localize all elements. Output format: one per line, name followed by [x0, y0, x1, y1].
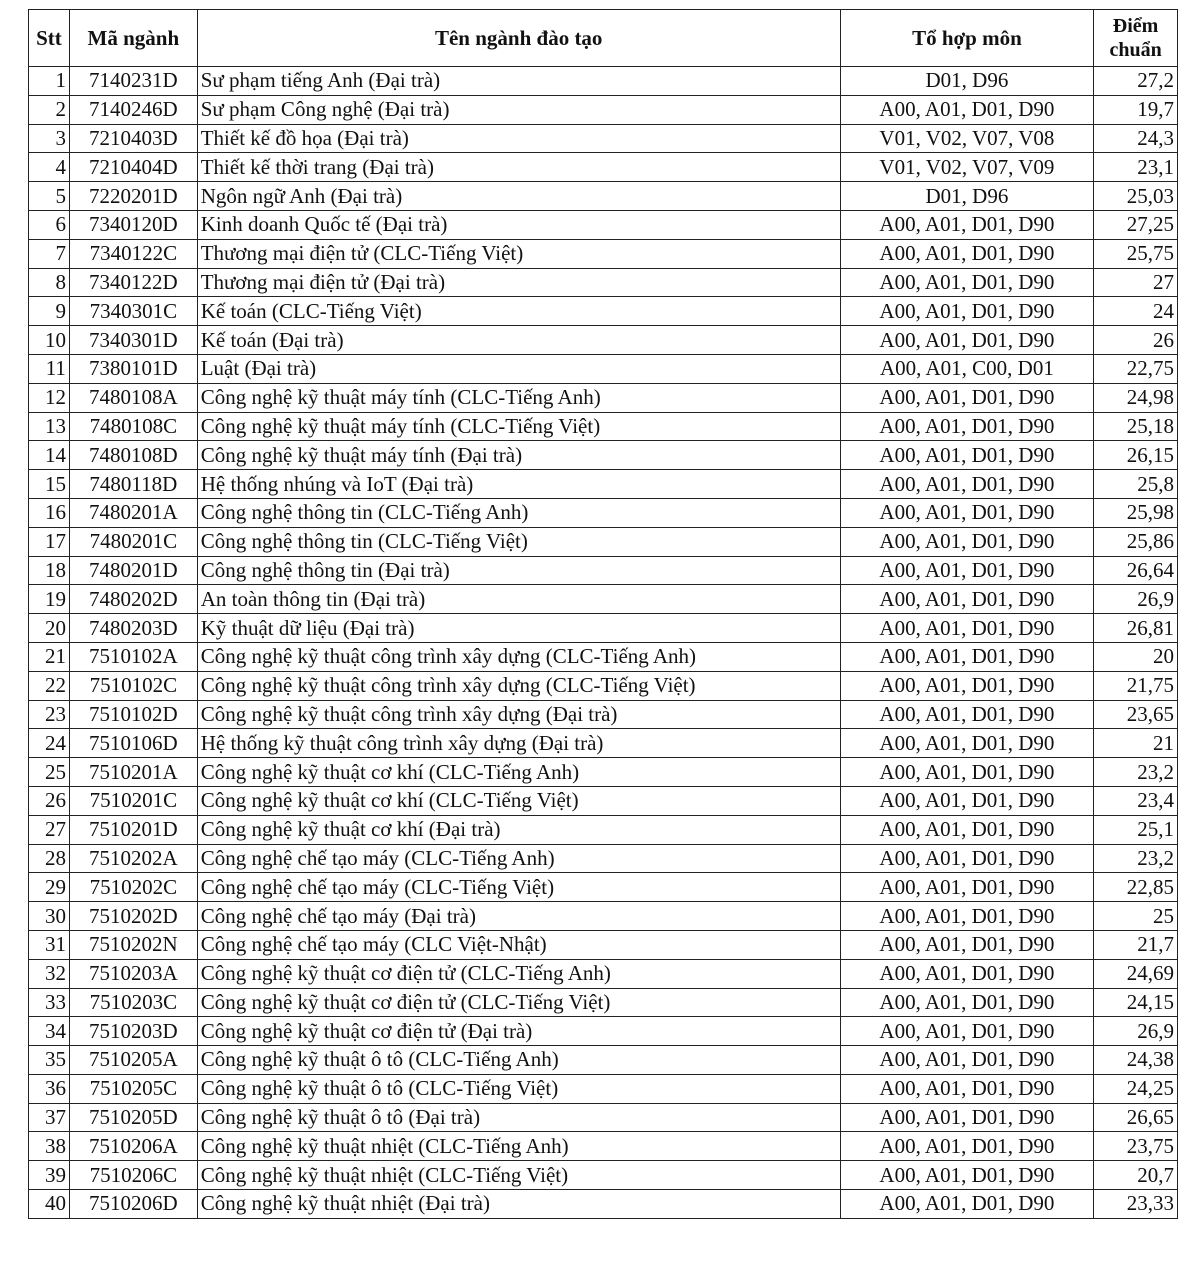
row-ma-nganh: 7510205C — [69, 1074, 197, 1103]
row-ma-nganh: 7210403D — [69, 124, 197, 153]
table-row — [29, 268, 1178, 297]
row-stt: 10 — [29, 326, 70, 355]
row-stt: 33 — [29, 988, 70, 1017]
table-row — [29, 1161, 1178, 1190]
row-to-hop-mon: A00, A01, D01, D90 — [840, 671, 1093, 700]
header-diem-chuan-line1: Điểm — [1112, 15, 1159, 37]
row-to-hop-mon: A00, A01, D01, D90 — [840, 268, 1093, 297]
table-row — [29, 902, 1178, 931]
row-ma-nganh: 7480108A — [69, 383, 197, 412]
row-to-hop-mon: A00, A01, D01, D90 — [840, 441, 1093, 470]
row-to-hop-mon: A00, A01, D01, D90 — [840, 1190, 1093, 1219]
row-ma-nganh: 7510205D — [69, 1103, 197, 1132]
row-to-hop-mon: A00, A01, D01, D90 — [840, 297, 1093, 326]
row-ten-nganh: Công nghệ chế tạo máy (CLC-Tiếng Anh) — [197, 844, 840, 873]
row-diem-chuan: 26,15 — [1094, 441, 1178, 470]
row-stt: 29 — [29, 873, 70, 902]
row-stt: 6 — [29, 210, 70, 239]
table-row — [29, 95, 1178, 124]
row-stt: 31 — [29, 930, 70, 959]
row-diem-chuan: 19,7 — [1094, 95, 1178, 124]
row-diem-chuan: 25 — [1094, 902, 1178, 931]
table-row — [29, 786, 1178, 815]
row-ten-nganh: Công nghệ kỹ thuật nhiệt (CLC-Tiếng Anh) — [197, 1132, 840, 1161]
row-stt: 12 — [29, 383, 70, 412]
row-diem-chuan: 25,03 — [1094, 182, 1178, 211]
row-stt: 22 — [29, 671, 70, 700]
row-ten-nganh: Công nghệ kỹ thuật công trình xây dựng (CLC-Tiếng Anh) — [197, 642, 840, 671]
row-ten-nganh: Ngôn ngữ Anh (Đại trà) — [197, 182, 840, 211]
row-diem-chuan: 23,1 — [1094, 153, 1178, 182]
row-to-hop-mon: A00, A01, D01, D90 — [840, 498, 1093, 527]
table-row — [29, 527, 1178, 556]
row-ma-nganh: 7510202A — [69, 844, 197, 873]
row-to-hop-mon: A00, A01, D01, D90 — [840, 902, 1093, 931]
row-stt: 30 — [29, 902, 70, 931]
row-to-hop-mon: A00, A01, D01, D90 — [840, 239, 1093, 268]
admission-score-table — [28, 9, 1178, 1219]
row-diem-chuan: 26,81 — [1094, 614, 1178, 643]
row-ma-nganh: 7510202C — [69, 873, 197, 902]
row-ma-nganh: 7340301D — [69, 326, 197, 355]
row-ten-nganh: Thiết kế đồ họa (Đại trà) — [197, 124, 840, 153]
row-stt: 2 — [29, 95, 70, 124]
row-diem-chuan: 24,98 — [1094, 383, 1178, 412]
row-stt: 25 — [29, 758, 70, 787]
header-diem-chuan-line2: chuẩn — [1109, 39, 1162, 61]
row-ten-nganh: Công nghệ kỹ thuật ô tô (Đại trà) — [197, 1103, 840, 1132]
row-stt: 38 — [29, 1132, 70, 1161]
row-ma-nganh: 7510202N — [69, 930, 197, 959]
row-stt: 14 — [29, 441, 70, 470]
row-ten-nganh: Công nghệ kỹ thuật máy tính (Đại trà) — [197, 441, 840, 470]
row-ten-nganh: Công nghệ kỹ thuật công trình xây dựng (CLC-Tiếng Việt) — [197, 671, 840, 700]
row-stt: 24 — [29, 729, 70, 758]
table-row — [29, 67, 1178, 96]
row-ten-nganh: Công nghệ kỹ thuật cơ khí (CLC-Tiếng Anh) — [197, 758, 840, 787]
row-ma-nganh: 7220201D — [69, 182, 197, 211]
row-ten-nganh: Công nghệ kỹ thuật nhiệt (CLC-Tiếng Việt) — [197, 1161, 840, 1190]
row-stt: 32 — [29, 959, 70, 988]
row-ten-nganh: Thương mại điện tử (CLC-Tiếng Việt) — [197, 239, 840, 268]
row-to-hop-mon: A00, A01, D01, D90 — [840, 585, 1093, 614]
row-ma-nganh: 7480201D — [69, 556, 197, 585]
row-ma-nganh: 7510102A — [69, 642, 197, 671]
row-diem-chuan: 24 — [1094, 297, 1178, 326]
table-row — [29, 297, 1178, 326]
table-row — [29, 1103, 1178, 1132]
row-to-hop-mon: A00, A01, D01, D90 — [840, 700, 1093, 729]
row-stt: 9 — [29, 297, 70, 326]
row-ma-nganh: 7480201C — [69, 527, 197, 556]
row-diem-chuan: 27,2 — [1094, 67, 1178, 96]
row-ten-nganh: Hệ thống kỹ thuật công trình xây dựng (Đại trà) — [197, 729, 840, 758]
table-row — [29, 815, 1178, 844]
row-to-hop-mon: A00, A01, D01, D90 — [840, 95, 1093, 124]
row-ten-nganh: Công nghệ kỹ thuật ô tô (CLC-Tiếng Việt) — [197, 1074, 840, 1103]
row-stt: 39 — [29, 1161, 70, 1190]
row-diem-chuan: 25,75 — [1094, 239, 1178, 268]
table-row — [29, 441, 1178, 470]
row-diem-chuan: 23,33 — [1094, 1190, 1178, 1219]
row-ma-nganh: 7480108D — [69, 441, 197, 470]
row-ma-nganh: 7480203D — [69, 614, 197, 643]
row-diem-chuan: 25,98 — [1094, 498, 1178, 527]
table-row — [29, 1017, 1178, 1046]
table-row — [29, 1190, 1178, 1219]
row-stt: 20 — [29, 614, 70, 643]
row-diem-chuan: 25,8 — [1094, 470, 1178, 499]
row-ten-nganh: Hệ thống nhúng và IoT (Đại trà) — [197, 470, 840, 499]
row-diem-chuan: 23,2 — [1094, 844, 1178, 873]
row-ma-nganh: 7480202D — [69, 585, 197, 614]
row-to-hop-mon: A00, A01, D01, D90 — [840, 1074, 1093, 1103]
row-stt: 37 — [29, 1103, 70, 1132]
row-to-hop-mon: A00, A01, D01, D90 — [840, 527, 1093, 556]
row-ma-nganh: 7510203D — [69, 1017, 197, 1046]
row-to-hop-mon: A00, A01, D01, D90 — [840, 786, 1093, 815]
row-diem-chuan: 26,65 — [1094, 1103, 1178, 1132]
row-to-hop-mon: A00, A01, D01, D90 — [840, 959, 1093, 988]
row-to-hop-mon: A00, A01, D01, D90 — [840, 758, 1093, 787]
row-ten-nganh: Kỹ thuật dữ liệu (Đại trà) — [197, 614, 840, 643]
row-ma-nganh: 7510201C — [69, 786, 197, 815]
row-diem-chuan: 26,9 — [1094, 1017, 1178, 1046]
table-row — [29, 383, 1178, 412]
table-row — [29, 1046, 1178, 1075]
row-diem-chuan: 23,65 — [1094, 700, 1178, 729]
row-stt: 1 — [29, 67, 70, 96]
row-ten-nganh: Thương mại điện tử (Đại trà) — [197, 268, 840, 297]
table-row — [29, 700, 1178, 729]
row-ten-nganh: Công nghệ chế tạo máy (Đại trà) — [197, 902, 840, 931]
row-ten-nganh: Công nghệ kỹ thuật cơ điện tử (Đại trà) — [197, 1017, 840, 1046]
row-to-hop-mon: A00, A01, D01, D90 — [840, 930, 1093, 959]
row-stt: 34 — [29, 1017, 70, 1046]
row-ma-nganh: 7140246D — [69, 95, 197, 124]
row-to-hop-mon: A00, A01, C00, D01 — [840, 354, 1093, 383]
row-stt: 8 — [29, 268, 70, 297]
table-row — [29, 988, 1178, 1017]
row-diem-chuan: 24,38 — [1094, 1046, 1178, 1075]
row-to-hop-mon: A00, A01, D01, D90 — [840, 1046, 1093, 1075]
table-row — [29, 758, 1178, 787]
row-diem-chuan: 21,7 — [1094, 930, 1178, 959]
table-row — [29, 326, 1178, 355]
table-row — [29, 844, 1178, 873]
row-diem-chuan: 27 — [1094, 268, 1178, 297]
row-ten-nganh: Công nghệ chế tạo máy (CLC Việt-Nhật) — [197, 930, 840, 959]
row-diem-chuan: 20,7 — [1094, 1161, 1178, 1190]
row-ma-nganh: 7480108C — [69, 412, 197, 441]
row-ten-nganh: Công nghệ kỹ thuật công trình xây dựng (Đại trà) — [197, 700, 840, 729]
row-ma-nganh: 7340122D — [69, 268, 197, 297]
row-diem-chuan: 25,18 — [1094, 412, 1178, 441]
row-diem-chuan: 22,75 — [1094, 354, 1178, 383]
row-stt: 15 — [29, 470, 70, 499]
row-to-hop-mon: A00, A01, D01, D90 — [840, 729, 1093, 758]
table-row — [29, 1132, 1178, 1161]
row-diem-chuan: 21,75 — [1094, 671, 1178, 700]
row-diem-chuan: 23,75 — [1094, 1132, 1178, 1161]
row-stt: 18 — [29, 556, 70, 585]
row-ten-nganh: Sư phạm tiếng Anh (Đại trà) — [197, 67, 840, 96]
row-diem-chuan: 22,85 — [1094, 873, 1178, 902]
row-diem-chuan: 24,3 — [1094, 124, 1178, 153]
table-row — [29, 412, 1178, 441]
row-ma-nganh: 7510202D — [69, 902, 197, 931]
table-row — [29, 354, 1178, 383]
row-to-hop-mon: A00, A01, D01, D90 — [840, 470, 1093, 499]
row-ma-nganh: 7510201A — [69, 758, 197, 787]
header-to-hop-mon: Tổ hợp môn — [840, 10, 1093, 67]
table-row — [29, 239, 1178, 268]
row-ten-nganh: Công nghệ kỹ thuật máy tính (CLC-Tiếng Việt) — [197, 412, 840, 441]
row-ten-nganh: Công nghệ kỹ thuật cơ điện tử (CLC-Tiếng Anh) — [197, 959, 840, 988]
table-row — [29, 498, 1178, 527]
table-row — [29, 930, 1178, 959]
row-ma-nganh: 7480118D — [69, 470, 197, 499]
row-to-hop-mon: V01, V02, V07, V08 — [840, 124, 1093, 153]
row-ten-nganh: Thiết kế thời trang (Đại trà) — [197, 153, 840, 182]
row-ma-nganh: 7510102C — [69, 671, 197, 700]
row-ten-nganh: An toàn thông tin (Đại trà) — [197, 585, 840, 614]
row-diem-chuan: 26,64 — [1094, 556, 1178, 585]
row-ma-nganh: 7210404D — [69, 153, 197, 182]
row-diem-chuan: 26,9 — [1094, 585, 1178, 614]
table-row — [29, 671, 1178, 700]
table-row — [29, 1074, 1178, 1103]
row-stt: 35 — [29, 1046, 70, 1075]
row-to-hop-mon: V01, V02, V07, V09 — [840, 153, 1093, 182]
row-ten-nganh: Công nghệ chế tạo máy (CLC-Tiếng Việt) — [197, 873, 840, 902]
table-row — [29, 153, 1178, 182]
row-stt: 5 — [29, 182, 70, 211]
row-stt: 16 — [29, 498, 70, 527]
row-to-hop-mon: D01, D96 — [840, 182, 1093, 211]
header-stt: Stt — [29, 10, 70, 67]
row-ma-nganh: 7510201D — [69, 815, 197, 844]
row-ten-nganh: Công nghệ kỹ thuật cơ điện tử (CLC-Tiếng Việt) — [197, 988, 840, 1017]
table-row — [29, 585, 1178, 614]
row-stt: 26 — [29, 786, 70, 815]
row-diem-chuan: 25,1 — [1094, 815, 1178, 844]
row-diem-chuan: 26 — [1094, 326, 1178, 355]
table-row — [29, 210, 1178, 239]
table-row — [29, 873, 1178, 902]
row-ten-nganh: Kinh doanh Quốc tế (Đại trà) — [197, 210, 840, 239]
row-stt: 11 — [29, 354, 70, 383]
row-to-hop-mon: A00, A01, D01, D90 — [840, 614, 1093, 643]
row-to-hop-mon: A00, A01, D01, D90 — [840, 210, 1093, 239]
row-ten-nganh: Công nghệ kỹ thuật nhiệt (Đại trà) — [197, 1190, 840, 1219]
row-to-hop-mon: A00, A01, D01, D90 — [840, 383, 1093, 412]
row-diem-chuan: 23,4 — [1094, 786, 1178, 815]
row-stt: 17 — [29, 527, 70, 556]
row-to-hop-mon: A00, A01, D01, D90 — [840, 1017, 1093, 1046]
header-diem-chuan — [1094, 10, 1178, 67]
row-diem-chuan: 24,69 — [1094, 959, 1178, 988]
row-stt: 3 — [29, 124, 70, 153]
row-stt: 13 — [29, 412, 70, 441]
row-to-hop-mon: A00, A01, D01, D90 — [840, 1132, 1093, 1161]
row-ma-nganh: 7340301C — [69, 297, 197, 326]
table-row — [29, 614, 1178, 643]
row-diem-chuan: 24,25 — [1094, 1074, 1178, 1103]
row-to-hop-mon: A00, A01, D01, D90 — [840, 412, 1093, 441]
row-ten-nganh: Luật (Đại trà) — [197, 354, 840, 383]
row-ma-nganh: 7510102D — [69, 700, 197, 729]
row-stt: 4 — [29, 153, 70, 182]
row-ma-nganh: 7510206D — [69, 1190, 197, 1219]
row-ten-nganh: Sư phạm Công nghệ (Đại trà) — [197, 95, 840, 124]
row-ma-nganh: 7140231D — [69, 67, 197, 96]
row-stt: 28 — [29, 844, 70, 873]
table-row — [29, 182, 1178, 211]
row-stt: 36 — [29, 1074, 70, 1103]
row-diem-chuan: 20 — [1094, 642, 1178, 671]
row-ten-nganh: Công nghệ kỹ thuật ô tô (CLC-Tiếng Anh) — [197, 1046, 840, 1075]
row-diem-chuan: 27,25 — [1094, 210, 1178, 239]
row-stt: 21 — [29, 642, 70, 671]
row-ten-nganh: Công nghệ kỹ thuật cơ khí (CLC-Tiếng Việt) — [197, 786, 840, 815]
table-body — [29, 67, 1178, 1219]
row-ma-nganh: 7480201A — [69, 498, 197, 527]
row-ten-nganh: Công nghệ kỹ thuật cơ khí (Đại trà) — [197, 815, 840, 844]
row-ma-nganh: 7510206A — [69, 1132, 197, 1161]
row-ten-nganh: Công nghệ kỹ thuật máy tính (CLC-Tiếng Anh) — [197, 383, 840, 412]
row-to-hop-mon: A00, A01, D01, D90 — [840, 642, 1093, 671]
row-diem-chuan: 25,86 — [1094, 527, 1178, 556]
header-ma-nganh: Mã ngành — [69, 10, 197, 67]
row-stt: 27 — [29, 815, 70, 844]
row-to-hop-mon: D01, D96 — [840, 67, 1093, 96]
row-stt: 40 — [29, 1190, 70, 1219]
row-ma-nganh: 7340122C — [69, 239, 197, 268]
row-to-hop-mon: A00, A01, D01, D90 — [840, 873, 1093, 902]
row-to-hop-mon: A00, A01, D01, D90 — [840, 326, 1093, 355]
table-row — [29, 124, 1178, 153]
row-to-hop-mon: A00, A01, D01, D90 — [840, 1103, 1093, 1132]
table-row — [29, 556, 1178, 585]
row-to-hop-mon: A00, A01, D01, D90 — [840, 1161, 1093, 1190]
row-ten-nganh: Kế toán (Đại trà) — [197, 326, 840, 355]
row-ma-nganh: 7340120D — [69, 210, 197, 239]
header-ten-nganh: Tên ngành đào tạo — [197, 10, 840, 67]
row-stt: 19 — [29, 585, 70, 614]
table-row — [29, 959, 1178, 988]
row-to-hop-mon: A00, A01, D01, D90 — [840, 988, 1093, 1017]
row-ten-nganh: Công nghệ thông tin (CLC-Tiếng Anh) — [197, 498, 840, 527]
row-stt: 7 — [29, 239, 70, 268]
row-ten-nganh: Công nghệ thông tin (CLC-Tiếng Việt) — [197, 527, 840, 556]
row-to-hop-mon: A00, A01, D01, D90 — [840, 844, 1093, 873]
row-ma-nganh: 7380101D — [69, 354, 197, 383]
row-ma-nganh: 7510203A — [69, 959, 197, 988]
row-ten-nganh: Kế toán (CLC-Tiếng Việt) — [197, 297, 840, 326]
row-ten-nganh: Công nghệ thông tin (Đại trà) — [197, 556, 840, 585]
row-diem-chuan: 23,2 — [1094, 758, 1178, 787]
row-ma-nganh: 7510206C — [69, 1161, 197, 1190]
header-row — [29, 10, 1178, 67]
row-ma-nganh: 7510106D — [69, 729, 197, 758]
row-stt: 23 — [29, 700, 70, 729]
table-row — [29, 642, 1178, 671]
table-row — [29, 470, 1178, 499]
row-to-hop-mon: A00, A01, D01, D90 — [840, 556, 1093, 585]
row-ma-nganh: 7510205A — [69, 1046, 197, 1075]
row-ma-nganh: 7510203C — [69, 988, 197, 1017]
row-to-hop-mon: A00, A01, D01, D90 — [840, 815, 1093, 844]
row-diem-chuan: 24,15 — [1094, 988, 1178, 1017]
table-row — [29, 729, 1178, 758]
row-diem-chuan: 21 — [1094, 729, 1178, 758]
